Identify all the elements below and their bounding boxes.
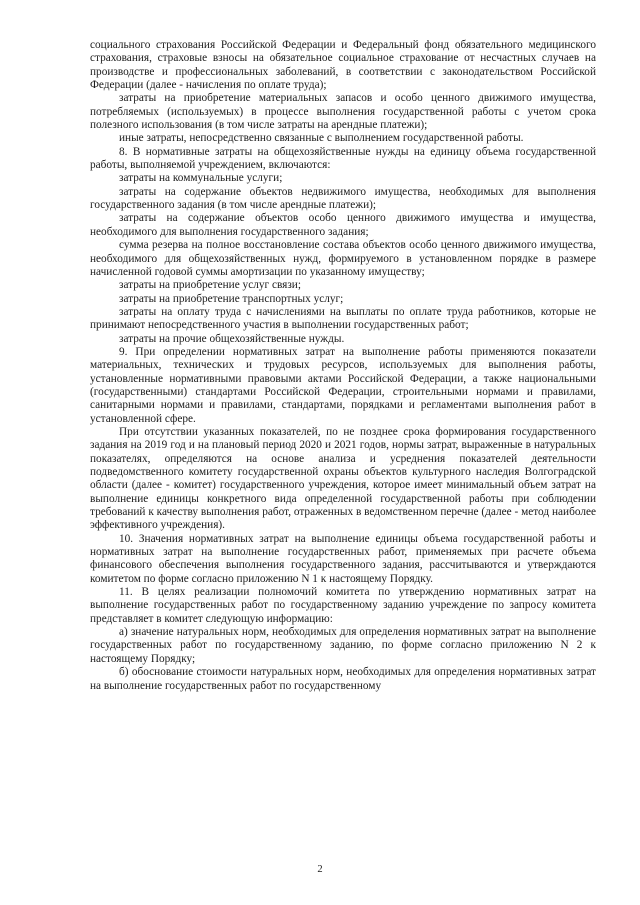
paragraph: социального страхования Российской Федерации и Федеральный фонд обязательного медицинского страхования, страховые взносы на обязательное социальное страхование от несчастных случаев на производстве и профессиональных заболеваний, в соответствии с законодательством Российской Федерации (далее - начисления по оплате труда);	[90, 39, 596, 92]
paragraph: затраты на содержание объектов особо ценного движимого имущества и имущества, необходимого для выполнения государственного задания;	[90, 212, 596, 238]
paragraph: 10. Значения нормативных затрат на выполнение единицы объема государственной работы и нормативных затрат на выполнение государственных работ, применяемых при расчете объема финансового обеспечения выполнения государственного задания, рассчитываются и утверждаются комитетом по форме согласно приложению N 1 к настоящему Порядку.	[90, 532, 596, 585]
paragraph: затраты на приобретение транспортных услуг;	[119, 292, 344, 305]
paragraph: При отсутствии указанных показателей, по не позднее срока формирования государственного задания на 2019 год и на плановый период 2020 и 2021 годов, нормы затрат, выраженные в натуральных показателях, определяются на основе анализа и усреднения показателей деятельности подведомственного комитету государственной охраны объектов культурного наследия Волгоградской области (далее - комитет) государственного учреждения, которое имеет минимальный объем затрат на выполнение единицы конкретного вида определенной государственной работы при соблюдении требований к качеству выполнения работ, отраженных в ведомственном перечне (далее - метод наиболее эффективного учреждения).	[90, 425, 596, 532]
paragraph: а) значение натуральных норм, необходимых для определения нормативных затрат на выполнение государственных работ по государственному заданию, по форме согласно приложению N 2 к настоящему Порядку;	[90, 626, 596, 665]
paragraph: сумма резерва на полное восстановление состава объектов особо ценного движимого имущества, необходимого для общехозяйственных нужд, формируемого в установленном порядке в размере начисленной годовой суммы амортизации по указанному имуществу;	[90, 239, 596, 278]
paragraph: 8. В нормативные затраты на общехозяйственные нужды на единицу объема государственной работы, выполняемой учреждением, включаются:	[90, 145, 596, 172]
paragraph: 11. В целях реализации полномочий комитета по утверждению нормативных затрат на выполнение государственных работ по государственному заданию учреждение по запросу комитета представляет в комитет следующую информацию:	[90, 586, 596, 625]
paragraph: затраты на оплату труда с начислениями на выплаты по оплате труда работников, которые не принимают непосредственного участия в выполнении государственных работ;	[90, 305, 596, 332]
paragraph: затраты на прочие общехозяйственные нужды.	[119, 332, 345, 345]
paragraph: затраты на коммунальные услуги;	[119, 172, 283, 185]
document-body	[90, 39, 596, 693]
paragraph: 9. При определении нормативных затрат на выполнение работы применяются показатели материальных, технических и трудовых ресурсов, используемых для выполнения работы, установленные нормативными правовыми актами Российской Федерации, а также национальными (государственными) стандартами Российской Федерации, строительными нормами и правилами, санитарными нормами и правилами, стандартами, порядками и регламентами выполнения работ в установленной сфере.	[90, 345, 596, 425]
paragraph: б) обоснование стоимости натуральных норм, необходимых для определения нормативных затрат на выполнение государственных работ по государственному	[90, 666, 596, 692]
paragraph: затраты на приобретение услуг связи;	[119, 279, 301, 292]
paragraph: затраты на содержание объектов недвижимого имущества, необходимых для выполнения государственного задания (в том числе арендные платежи);	[90, 185, 596, 212]
paragraph: иные затраты, непосредственно связанные с выполнением государственной работы.	[119, 132, 524, 145]
paragraph: затраты на приобретение материальных запасов и особо ценного движимого имущества, потребляемых (используемых) в процессе выполнения государственной работы с учетом срока полезного использования (в том числе затраты на арендные платежи);	[90, 92, 596, 132]
page-number: 2	[317, 864, 323, 875]
